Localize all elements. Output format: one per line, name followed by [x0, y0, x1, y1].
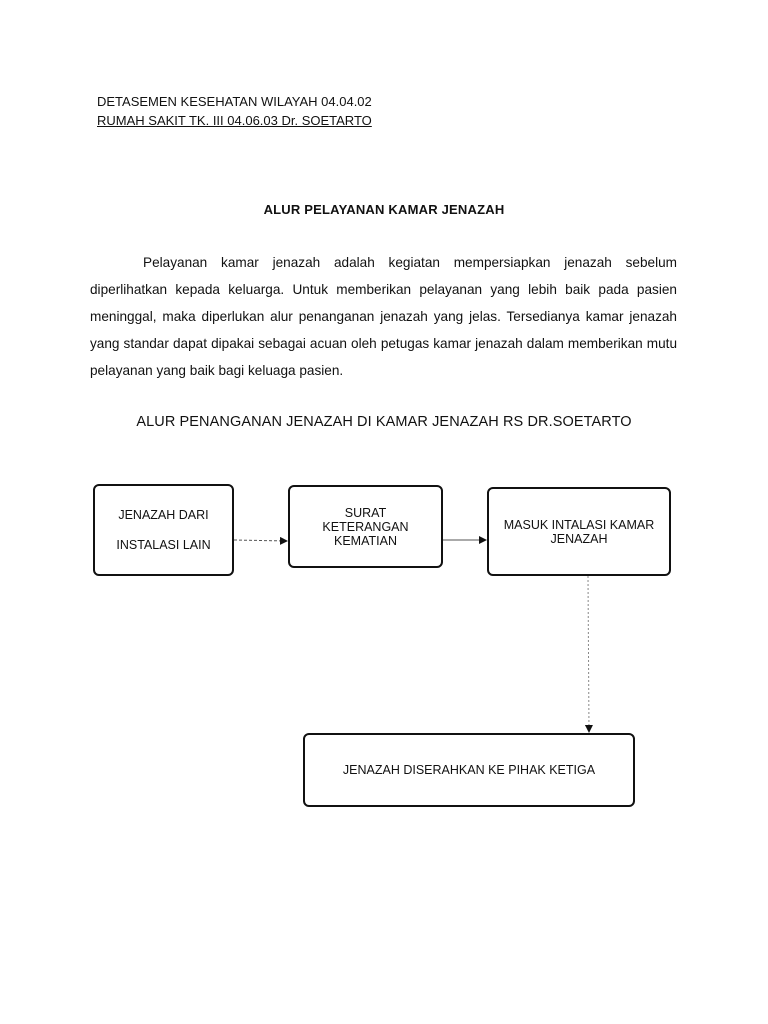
flow-step-masuk-instalasi — [487, 487, 671, 576]
flow-step-text: JENAZAH — [550, 531, 608, 546]
arrow-box1-to-box2 — [234, 540, 287, 541]
document-title: ALUR PELAYANAN KAMAR JENAZAH — [263, 202, 505, 217]
flow-step-text: SURAT — [344, 505, 387, 520]
flow-step-text: KEMATIAN — [334, 533, 397, 548]
intro-paragraph: Pelayanan kamar jenazah adalah kegiatan mempersiapkan jenazah sebelum diperlihatkan kepada keluarga. Untuk memberikan pelayanan yang lebih baik pada pasien meninggal, maka diperlukan alur penanganan jenazah yang jelas. Tersedianya kamar jenazah yang standar dapat dipakai sebagai acuan oleh petugas kamar jenazah dalam memberikan mutu pelayanan yang baik bagi keluaga pasien. — [90, 255, 677, 378]
flow-step-text: JENAZAH DARI — [118, 508, 209, 522]
flow-step-jenazah-dari-instalasi — [93, 484, 234, 576]
flow-step-text: JENAZAH DISERAHKAN KE PIHAK KETIGA — [342, 763, 596, 777]
arrow-box3-to-box4 — [588, 576, 589, 732]
flowchart-title: ALUR PENANGANAN JENAZAH DI KAMAR JENAZAH RS DR.SOETARTO — [136, 414, 632, 430]
flow-step-diserahkan — [303, 733, 635, 807]
header-hospital-name: RUMAH SAKIT TK. III 04.06.03 Dr. SOETARTO — [97, 113, 372, 128]
flow-step-text: INSTALASI LAIN — [116, 538, 211, 552]
flow-step-surat-keterangan — [288, 485, 443, 568]
flow-step-text: MASUK INTALASI KAMAR — [503, 517, 655, 532]
flow-step-text: KETERANGAN — [322, 519, 409, 534]
header-unit-name: DETASEMEN KESEHATAN WILAYAH 04.04.02 — [97, 94, 372, 109]
